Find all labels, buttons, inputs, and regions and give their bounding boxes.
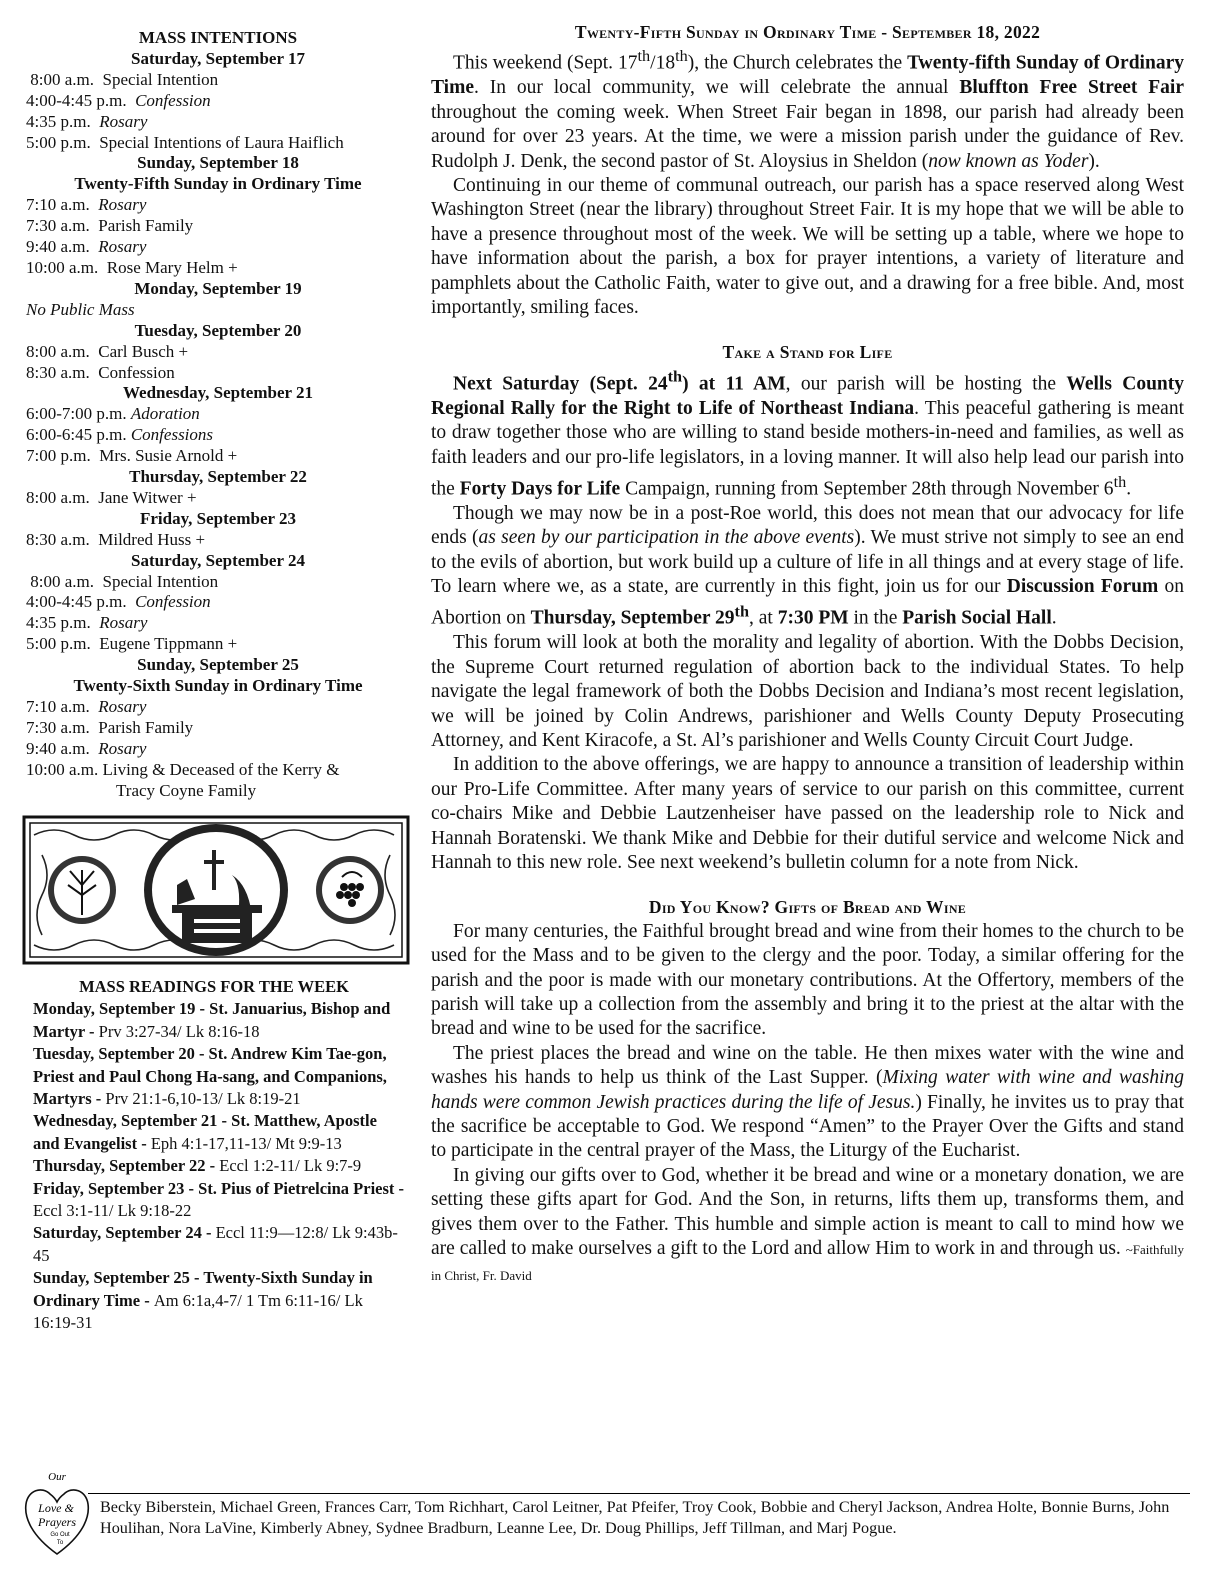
mass-readings-title: MASS READINGS FOR THE WEEK	[79, 977, 349, 996]
reading-refs: Am 6:1a,4-7/ 1 Tm 6:11-16/ Lk 16:19-31	[33, 1290, 363, 1333]
intention-text: Special Intentions of Laura Haiflich	[99, 132, 344, 152]
intention-time: 4:35 p.m.	[26, 613, 100, 633]
intention-text: Eugene Tippmann +	[99, 634, 238, 654]
intention-text: Living & Deceased of the Kerry &	[102, 759, 340, 779]
intention-text: Parish Family	[98, 216, 194, 236]
intention-time: 8:30 a.m.	[26, 529, 99, 549]
did-you-know-paragraph: The priest places the bread and wine on the table. He then mixes water with the wine and washes his hands to help us think of the Last Supper. (Mixing water with wine and washing hands were common Jewish practices during the life of Jesus.) Finally, he invites us to pray that the sacrifice be acceptable to God. We respond “Amen” to the Prayer Over the Gifts and stand to participate in the central prayer of the Mass, the Liturgy of the Eucharist.	[431, 1042, 1184, 1162]
intention-time: 8:30 a.m.	[26, 362, 99, 382]
logo-text: Our	[48, 1471, 66, 1483]
day-heading: Saturday, September 17	[131, 48, 305, 68]
intention-time: 5:00 p.m.	[26, 634, 100, 654]
article-paragraph: Continuing in our theme of communal outreach, our parish has a space reserved along West Washington Street (near the library) throughout Street Fair. It is my hope that we will be able to have a presence throughout most of the week. We will be setting up a table, where we hope to have information about the parish, a box for prayer intentions, a variety of literature and pamphlets about the Catholic Faith, water to give out, and a drawing for a free bible. And, most importantly, smiling faces.	[431, 174, 1184, 318]
intention-text: Mrs. Susie Arnold +	[99, 446, 238, 466]
reading-day: Sunday, September 25 - Twenty-Sixth Sunday in Ordinary Time -	[33, 1268, 373, 1310]
stand-paragraph: This forum will look at both the morality and legality of abortion. With the Dobbs Decision, the Supreme Court returned regulation of abortion back to the individual States. To help navigate the legal framework of both the Dobbs Decision and Indiana’s most recent legislation, we will be joined by Colin Andrews, parishioner and Wells County Deputy Prosecuting Attorney, and Kent Kiracofe, a St. Al’s parishioner and Wells County Circuit Court Judge.	[431, 632, 1184, 751]
reading-refs: Eccl 11:9—12:8/ Lk 9:43b-45	[33, 1223, 398, 1265]
day-subheading: Twenty-Sixth Sunday in Ordinary Time	[73, 676, 363, 696]
reading-day: Wednesday, September 21 - St. Matthew, Apostle and Evangelist -	[33, 1111, 377, 1153]
reading-refs: Prv 21:1-6,10-13/ Lk 8:19-21	[105, 1089, 301, 1109]
intention-text: Confessions	[130, 425, 214, 445]
intention-entry	[26, 363, 410, 384]
intention-entry	[26, 404, 410, 425]
section-title-stand-for-life: Take a Stand for Life	[722, 342, 893, 363]
intention-time: 8:00 a.m.	[26, 487, 99, 507]
day-heading: Tuesday, September 20	[134, 320, 302, 340]
intention-time: 4:00-4:45 p.m.	[26, 592, 136, 612]
intention-entry	[26, 216, 410, 237]
reading-item	[33, 1267, 405, 1334]
mass-intentions-title: MASS INTENTIONS	[138, 28, 298, 47]
section-title-did-you-know: Did You Know? Gifts of Bread and Wine	[648, 897, 967, 918]
ornamental-engraving-image	[22, 815, 410, 965]
intention-text: Confession	[135, 592, 211, 612]
mass-intentions-list	[26, 49, 410, 802]
intention-entry	[26, 133, 410, 154]
stand-paragraph: Though we may now be in a post-Roe world, this does not mean that our advocacy for life ends (as seen by our participation in the above events). We must strive not simply to see an end to the evils of abortion, but work build up a culture of life in all things and at every stage of life. To learn where we, as a state, are currently in this fight, join us for our Discussion Forum on Abortion on Thursday, September 29th, at 7:30 PM in the Parish Social Hall.	[431, 502, 1185, 629]
intention-entry	[26, 70, 410, 91]
intention-time: 8:00 a.m.	[26, 341, 99, 361]
pastor-column	[431, 20, 1184, 1288]
day-heading: Saturday, September 24	[131, 550, 305, 570]
intention-text: Rosary	[98, 738, 147, 758]
intention-text: Adoration	[130, 404, 200, 424]
intention-time: 7:00 p.m.	[26, 446, 100, 466]
intention-time: 6:00-6:45 p.m.	[26, 425, 131, 445]
mass-readings-list	[33, 998, 405, 1334]
day-heading: Sunday, September 18	[137, 153, 299, 173]
intention-time: 7:30 a.m.	[26, 216, 99, 236]
intention-text: Rose Mary Helm +	[106, 257, 238, 277]
reading-item	[33, 1222, 405, 1267]
intention-time: 7:30 a.m.	[26, 717, 99, 737]
intention-entry	[26, 697, 410, 718]
intention-time: 10:00 a.m.	[26, 257, 107, 277]
intention-entry	[26, 195, 410, 216]
reading-refs: Eph 4:1-17,11-13/ Mt 9:9-13	[150, 1133, 342, 1153]
signature: ~Faithfully in Christ, Fr. David	[431, 1242, 1184, 1283]
logo-text: Prayers	[38, 1515, 76, 1529]
intention-text: Rosary	[98, 237, 147, 257]
reading-item	[33, 1043, 405, 1110]
reading-day: Thursday, September 22 -	[33, 1156, 220, 1176]
intention-entry	[26, 488, 410, 509]
intention-text: Rosary	[98, 195, 147, 215]
prayer-list-names: Becky Biberstein, Michael Green, Frances Carr, Tom Richhart, Carol Leitner, Pat Pfeifer, Troy Cook, Bobbie and Cheryl Jackson, Andrea Holte, Bonnie Burns, John Houlihan, Nora LaVine, Kimberly Abney, Sydnee Bradburn, Leanne Lee, Dr. Doug Phillips, Jeff Tillman, and Marj Pogue.	[100, 1498, 1170, 1537]
stand-paragraph: In addition to the above offerings, we are happy to announce a transition of leadership within our Pro-Life Committee. After many years of service to our parish on this committee, current co-chairs Mike and Debbie Lautzenheiser have passed on the leadership role to Nick and Hannah Boratenski. We thank Mike and Debbie for their dutiful service and welcome Nick and Hannah to this new role. See next weekend’s bulletin column for a note from Nick.	[431, 754, 1184, 873]
article-paragraph: This weekend (Sept. 17th/18th), the Church celebrates the Twenty-fifth Sunday of Ordinary Time. In our local community, we will celebrate the annual Bluffton Free Street Fair throughout the coming week. When Street Fair began in 1898, our parish had already been around for over 23 years. At the time, we were a mission parish under the guidance of Rev. Rudolph J. Denk, the second pastor of St. Aloysius in Sheldon (now known as Yoder).	[431, 47, 1184, 172]
intention-entry	[26, 592, 410, 613]
intention-text: Rosary	[98, 697, 147, 716]
intention-entry	[26, 237, 410, 258]
logo-text: Go Out	[50, 1532, 70, 1538]
reading-day: Saturday, September 24 -	[33, 1223, 216, 1243]
day-heading: Sunday, September 25	[137, 655, 299, 675]
intention-text: Special Intention	[102, 571, 219, 591]
intention-entry	[26, 572, 410, 593]
stand-paragraph: Next Saturday (Sept. 24th) at 11 AM, our parish will be hosting the Wells County Regional Rally for the Right to Life of Northeast Indiana. This peaceful gathering is meant to draw together those who are willing to stand beside mothers-in-need and families, as well as faith leaders and our pro-life legislators, in a loving manner. It will also help lead our parish into the Forty Days for Life Campaign, running from September 28th through November 6th.	[431, 367, 1185, 500]
reading-item	[33, 1155, 405, 1177]
intention-entry	[26, 739, 410, 760]
intention-text: Confession	[98, 362, 175, 382]
article-title: Twenty-Fifth Sunday in Ordinary Time - September 18, 2022	[574, 22, 1041, 42]
reading-refs: Prv 3:27-34/ Lk 8:16-18	[98, 1021, 260, 1041]
intention-entry	[26, 342, 410, 363]
logo-text: Love &	[38, 1501, 74, 1515]
day-heading: Monday, September 19	[134, 278, 302, 298]
intention-time: 7:10 a.m.	[26, 195, 99, 215]
intention-time: 6:00-7:00 p.m.	[26, 404, 131, 424]
day-subheading: Twenty-Fifth Sunday in Ordinary Time	[74, 174, 362, 194]
intention-time: 8:00 a.m.	[26, 571, 103, 591]
intention-entry	[26, 446, 410, 467]
intention-text: Mildred Huss +	[98, 529, 206, 549]
reading-refs: Eccl 1:2-11/ Lk 9:7-9	[219, 1156, 362, 1176]
intention-time: 9:40 a.m.	[26, 738, 99, 758]
logo-text: To	[56, 1540, 64, 1546]
intention-time: 4:00-4:45 p.m.	[26, 90, 136, 110]
intention-entry	[26, 425, 410, 446]
reading-day: Tuesday, September 20 - St. Andrew Kim Tae-gon, Priest and Paul Chong Ha-sang, and Companions, Martyrs -	[33, 1044, 387, 1109]
intention-text: Rosary	[99, 111, 148, 131]
reading-refs: Eccl 3:1-11/ Lk 9:18-22	[33, 1201, 192, 1221]
intention-entry	[26, 760, 410, 781]
reading-day: Friday, September 23 - St. Pius of Pietrelcina Priest -	[33, 1178, 405, 1198]
day-heading: Friday, September 23	[140, 508, 296, 528]
intention-text: Carl Busch +	[98, 341, 189, 361]
love-and-prayers-heart-logo	[22, 1466, 92, 1558]
intention-entry	[26, 613, 410, 634]
intention-entry	[26, 530, 410, 551]
intention-time: 7:10 a.m.	[26, 697, 99, 716]
intention-entry	[26, 300, 410, 321]
reading-item	[33, 998, 405, 1043]
intention-text: Parish Family	[98, 717, 194, 737]
reading-item	[33, 1110, 405, 1155]
day-heading: Thursday, September 22	[129, 467, 307, 487]
intention-text-continued: Tracy Coyne Family	[116, 780, 257, 800]
mass-readings	[33, 976, 405, 1335]
did-you-know-paragraph: For many centuries, the Faithful brought bread and wine from their homes to the church to be used for the Mass and to be given to the clergy and the poor. Today, a similar offering for the parish and the poor is made with our monetary contributions. At the Offertory, members of the parish will take up a collection from the assembly and bring it to the priest at the altar with the bread and wine to be used for the sacrifice.	[431, 920, 1184, 1040]
intention-text: No Public Mass	[26, 299, 135, 319]
intention-entry	[26, 112, 410, 133]
intention-entry	[26, 634, 410, 655]
divider	[88, 1493, 1190, 1494]
intention-time: 4:35 p.m.	[26, 111, 100, 131]
intention-time: 5:00 p.m.	[26, 132, 100, 152]
reading-day: Monday, September 19 - St. Januarius, Bishop and Martyr -	[33, 999, 391, 1041]
did-you-know-paragraph: In giving our gifts over to God, whether it be bread and wine or a monetary donation, we are setting these gifts apart for God. And the Son, in returns, lifts them up, transforms them, and gives them over to the Father. This humble and simple action is meant to call to mind how we are called to make ourselves a gift to the Lord and allow Him to work in and through us. ~Faithfully in Christ, Fr. David	[431, 1164, 1184, 1283]
intention-entry	[26, 91, 410, 112]
intention-time: 8:00 a.m.	[26, 69, 103, 89]
mass-intentions	[26, 28, 410, 802]
intention-text: Jane Witwer +	[98, 487, 197, 507]
intention-text: Confession	[135, 90, 211, 110]
intention-entry	[26, 258, 410, 279]
intention-entry	[26, 718, 410, 739]
day-heading: Wednesday, September 21	[122, 383, 313, 403]
intention-time: 9:40 a.m.	[26, 237, 99, 257]
intention-text: Special Intention	[102, 69, 219, 89]
intention-text: Rosary	[99, 613, 148, 633]
intention-time: 10:00 a.m.	[26, 759, 103, 779]
reading-item	[33, 1178, 405, 1223]
